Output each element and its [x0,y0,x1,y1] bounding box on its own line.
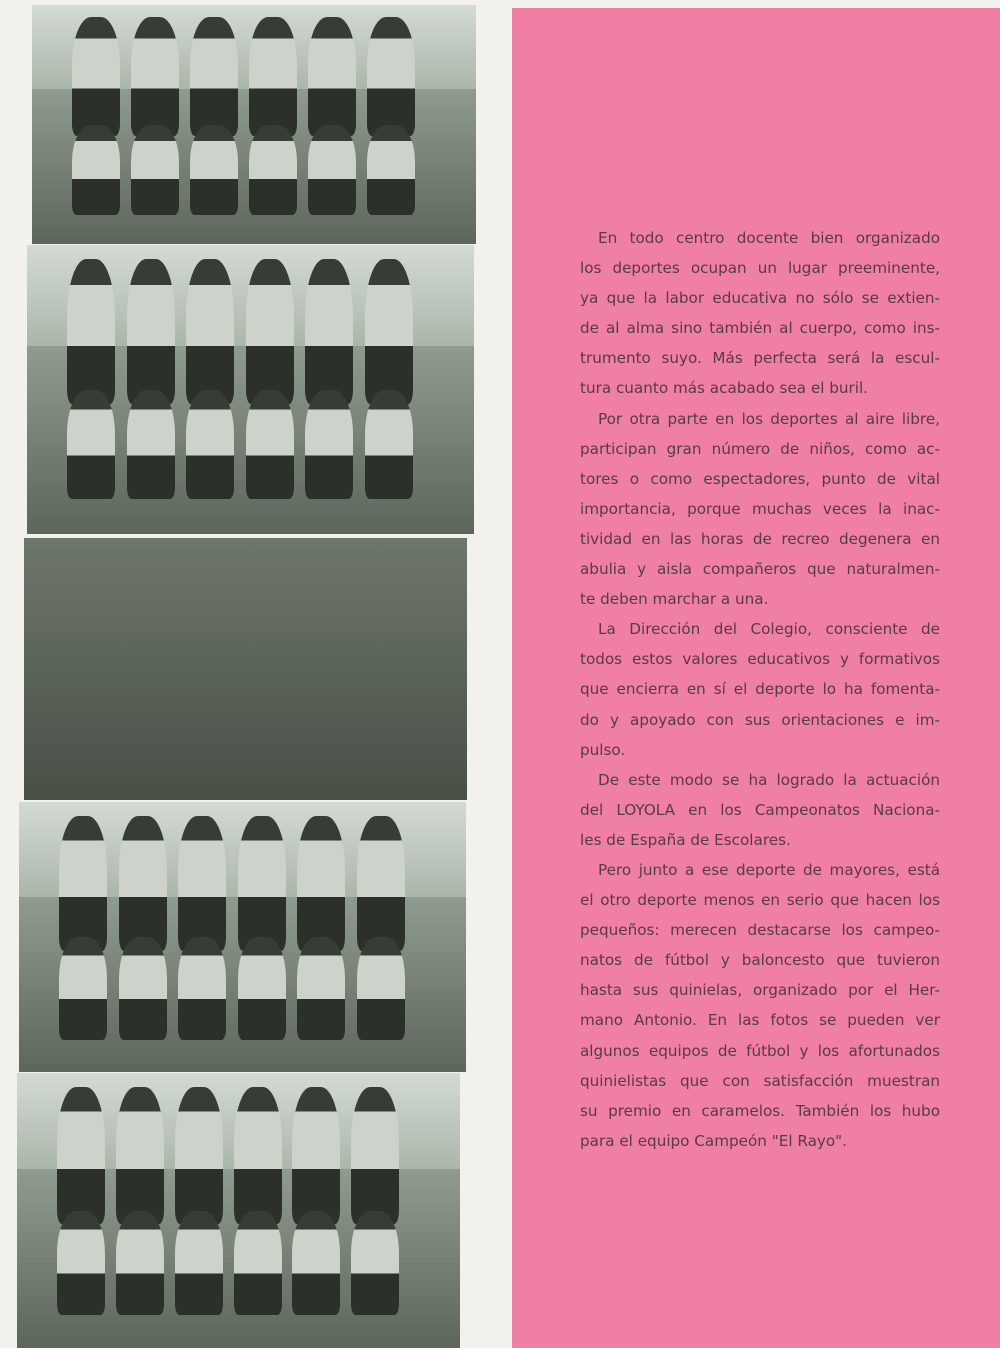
person-figure [190,125,238,216]
text-line: algunos equipos de fútbol y los afortunados [580,1041,940,1060]
person-figure [249,17,297,137]
text-line: De este modo se ha logrado la actuación [598,770,940,789]
text-line: La Dirección del Colegio, consciente de [598,620,940,639]
person-figure [234,1087,282,1225]
person-figure [305,390,353,500]
person-figure [246,259,294,404]
person-figure [175,1087,223,1225]
text-line: del LOYOLA en los Campeonatos Naciona- [580,800,940,819]
person-figure [67,259,115,404]
text-line: ya que la labor educativa no sólo se extien- [580,289,940,308]
person-figure [357,816,405,951]
text-line: pulso. [580,740,626,759]
text-line: tura cuanto más acabado sea el buril. [580,379,869,398]
text-line: para el equipo Campeón "El Rayo". [580,1131,847,1150]
person-figure [308,125,356,216]
text-line: hasta sus quinielas, organizado por el Her- [580,981,940,1000]
person-figure [119,937,167,1040]
text-line: tividad en las horas de recreo degenera en [580,529,940,548]
text-line: te deben marchar a una. [580,590,769,609]
person-figure [297,937,345,1040]
text-line: trumento suyo. Más perfecta será la escul- [580,349,940,368]
text-line: abulia y aisla compañeros que naturalmen- [580,560,940,579]
text-line: los deportes ocupan un lugar preeminente, [580,259,940,278]
article-text [580,223,940,1156]
text-line: mano Antonio. En las fotos se pueden ver [580,1011,940,1030]
person-figure [178,816,226,951]
photo-team-3 [19,802,466,1072]
person-figure [367,17,415,137]
person-figure [131,17,179,137]
text-line: participan gran número de niños, como ac- [580,439,940,458]
text-line: su premio en caramelos. También los hubo [580,1101,940,1120]
person-figure [186,390,234,500]
person-figure [59,816,107,951]
person-figure [116,1087,164,1225]
photo-team-2 [27,245,474,534]
photo-prize-table [24,538,467,800]
person-figure [292,1087,340,1225]
person-figure [190,17,238,137]
text-line: el otro deporte menos en serio que hacen los [580,891,940,910]
text-line: En todo centro docente bien organizado [598,229,940,247]
person-figure [249,125,297,216]
person-figure [131,125,179,216]
text-line: natos de fútbol y baloncesto que tuvieron [580,951,940,970]
person-figure [178,937,226,1040]
person-figure [238,937,286,1040]
person-figure [234,1211,282,1316]
person-figure [351,1211,399,1316]
photo-team-4 [17,1073,460,1348]
text-line: todos estos valores educativos y formativos [580,650,940,669]
person-figure [292,1211,340,1316]
person-figure [308,17,356,137]
text-line: tores o como espectadores, punto de vital [580,469,940,488]
text-line: do y apoyado con sus orientaciones e im- [580,710,940,729]
person-figure [246,390,294,500]
text-line: de al alma sino también al cuerpo, como ins- [580,319,940,338]
person-figure [72,125,120,216]
person-figure [127,259,175,404]
person-figure [357,937,405,1040]
person-figure [57,1211,105,1316]
person-figure [119,816,167,951]
text-line: Por otra parte en los deportes al aire libre, [598,409,940,428]
person-figure [367,125,415,216]
person-figure [238,816,286,951]
person-figure [72,17,120,137]
person-figure [59,937,107,1040]
person-figure [365,259,413,404]
person-figure [365,390,413,500]
person-figure [305,259,353,404]
person-figure [67,390,115,500]
text-line: pequeños: merecen destacarse los campeo- [580,921,940,940]
person-figure [57,1087,105,1225]
person-figure [127,390,175,500]
person-figure [297,816,345,951]
person-figure [186,259,234,404]
text-line: importancia, porque muchas veces la inac- [580,499,940,518]
person-figure [116,1211,164,1316]
text-line: que encierra en sí el deporte lo ha fomenta- [580,680,940,699]
text-line: les de España de Escolares. [580,830,791,849]
text-line: quinielistas que con satisfacción muestran [580,1071,940,1090]
person-figure [351,1087,399,1225]
text-line: Pero junto a ese deporte de mayores, está [598,860,940,879]
person-figure [175,1211,223,1316]
photo-team-1 [32,5,476,244]
